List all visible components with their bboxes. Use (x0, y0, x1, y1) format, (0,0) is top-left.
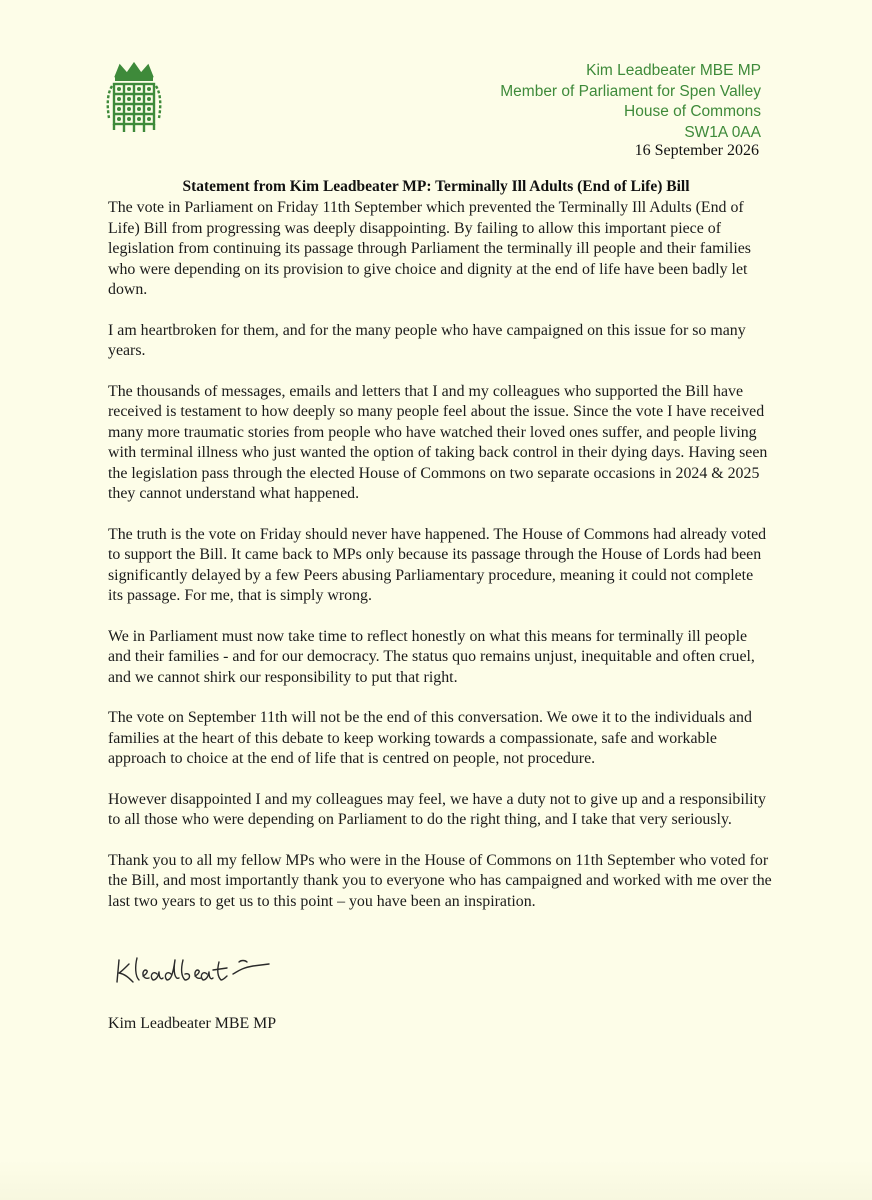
statement-body (108, 198, 772, 932)
paragraph: However disappointed I and my colleagues may feel, we have a duty not to give up and a responsibility to all those who were depending on Parliament to do the right thing, and I take that very seriously. (108, 790, 766, 828)
postcode: SW1A 0AA (684, 123, 761, 141)
paragraph: The vote in Parliament on Friday 11th September which prevented the Terminally Ill Adults (End of Life) Bill from progressing was deeply disappointing. By failing to allow this important piece of legislation from continuing its passage through Parliament the terminally ill people and their families who were depending on its provision to give choice and dignity at the end of life have been badly let down. (108, 199, 751, 298)
portcullis-icon (106, 62, 162, 140)
letter-date: 16 September 2026 (634, 142, 759, 159)
paragraph: The thousands of messages, emails and letters that I and my colleagues who supported the Bill have received is testament to how deeply so many people feel about the issue. Since the vote I have received many more traumatic stories from people who have watched their loved ones suffer, and people living with terminal illness who just wanted the option of taking back control in their dying days. Having seen the legislation pass through the elected House of Commons on two separate occasions in 2024 & 2025 they cannot understand what happened. (108, 382, 768, 502)
paragraph: I am heartbroken for them, and for the many people who have campaigned on this issue for so many years. (108, 321, 746, 359)
handwritten-signature (113, 952, 293, 992)
paragraph: The truth is the vote on Friday should never have happened. The House of Commons had already voted to support the Bill. It came back to MPs only because its passage through the House of Lords had been significantly delayed by a few Peers abusing Parliamentary procedure, meaning it could not complete its passage. For me, that is simply wrong. (108, 525, 767, 604)
page-shadow (0, 1160, 872, 1200)
house-name: House of Commons (624, 103, 761, 120)
paragraph: The vote on September 11th will not be the end of this conversation. We owe it to the individuals and families at the heart of this debate to keep working towards a compassionate, safe and workable approach to choice at the end of life that is centred on people, not procedure. (108, 709, 752, 767)
statement-title: Statement from Kim Leadbeater MP: Terminally Ill Adults (End of Life) Bill (182, 178, 690, 195)
paragraph: Thank you to all my fellow MPs who were in the House of Commons on 11th September who voted for the Bill, and most importantly thank you to everyone who has campaigned and worked with me over the last two years to get us to this point – you have been an inspiration. (108, 851, 772, 910)
signer-name: Kim Leadbeater MBE MP (108, 1015, 277, 1032)
letterhead (500, 61, 761, 143)
mp-name: Kim Leadbeater MBE MP (586, 62, 761, 79)
paragraph: We in Parliament must now take time to reflect honestly on what this means for terminally ill people and their families - and for our democracy. The status quo remains unjust, inequitable and often cruel, and we cannot shirk our responsibility to put that right. (108, 627, 755, 686)
mp-role: Member of Parliament for Spen Valley (500, 82, 761, 100)
